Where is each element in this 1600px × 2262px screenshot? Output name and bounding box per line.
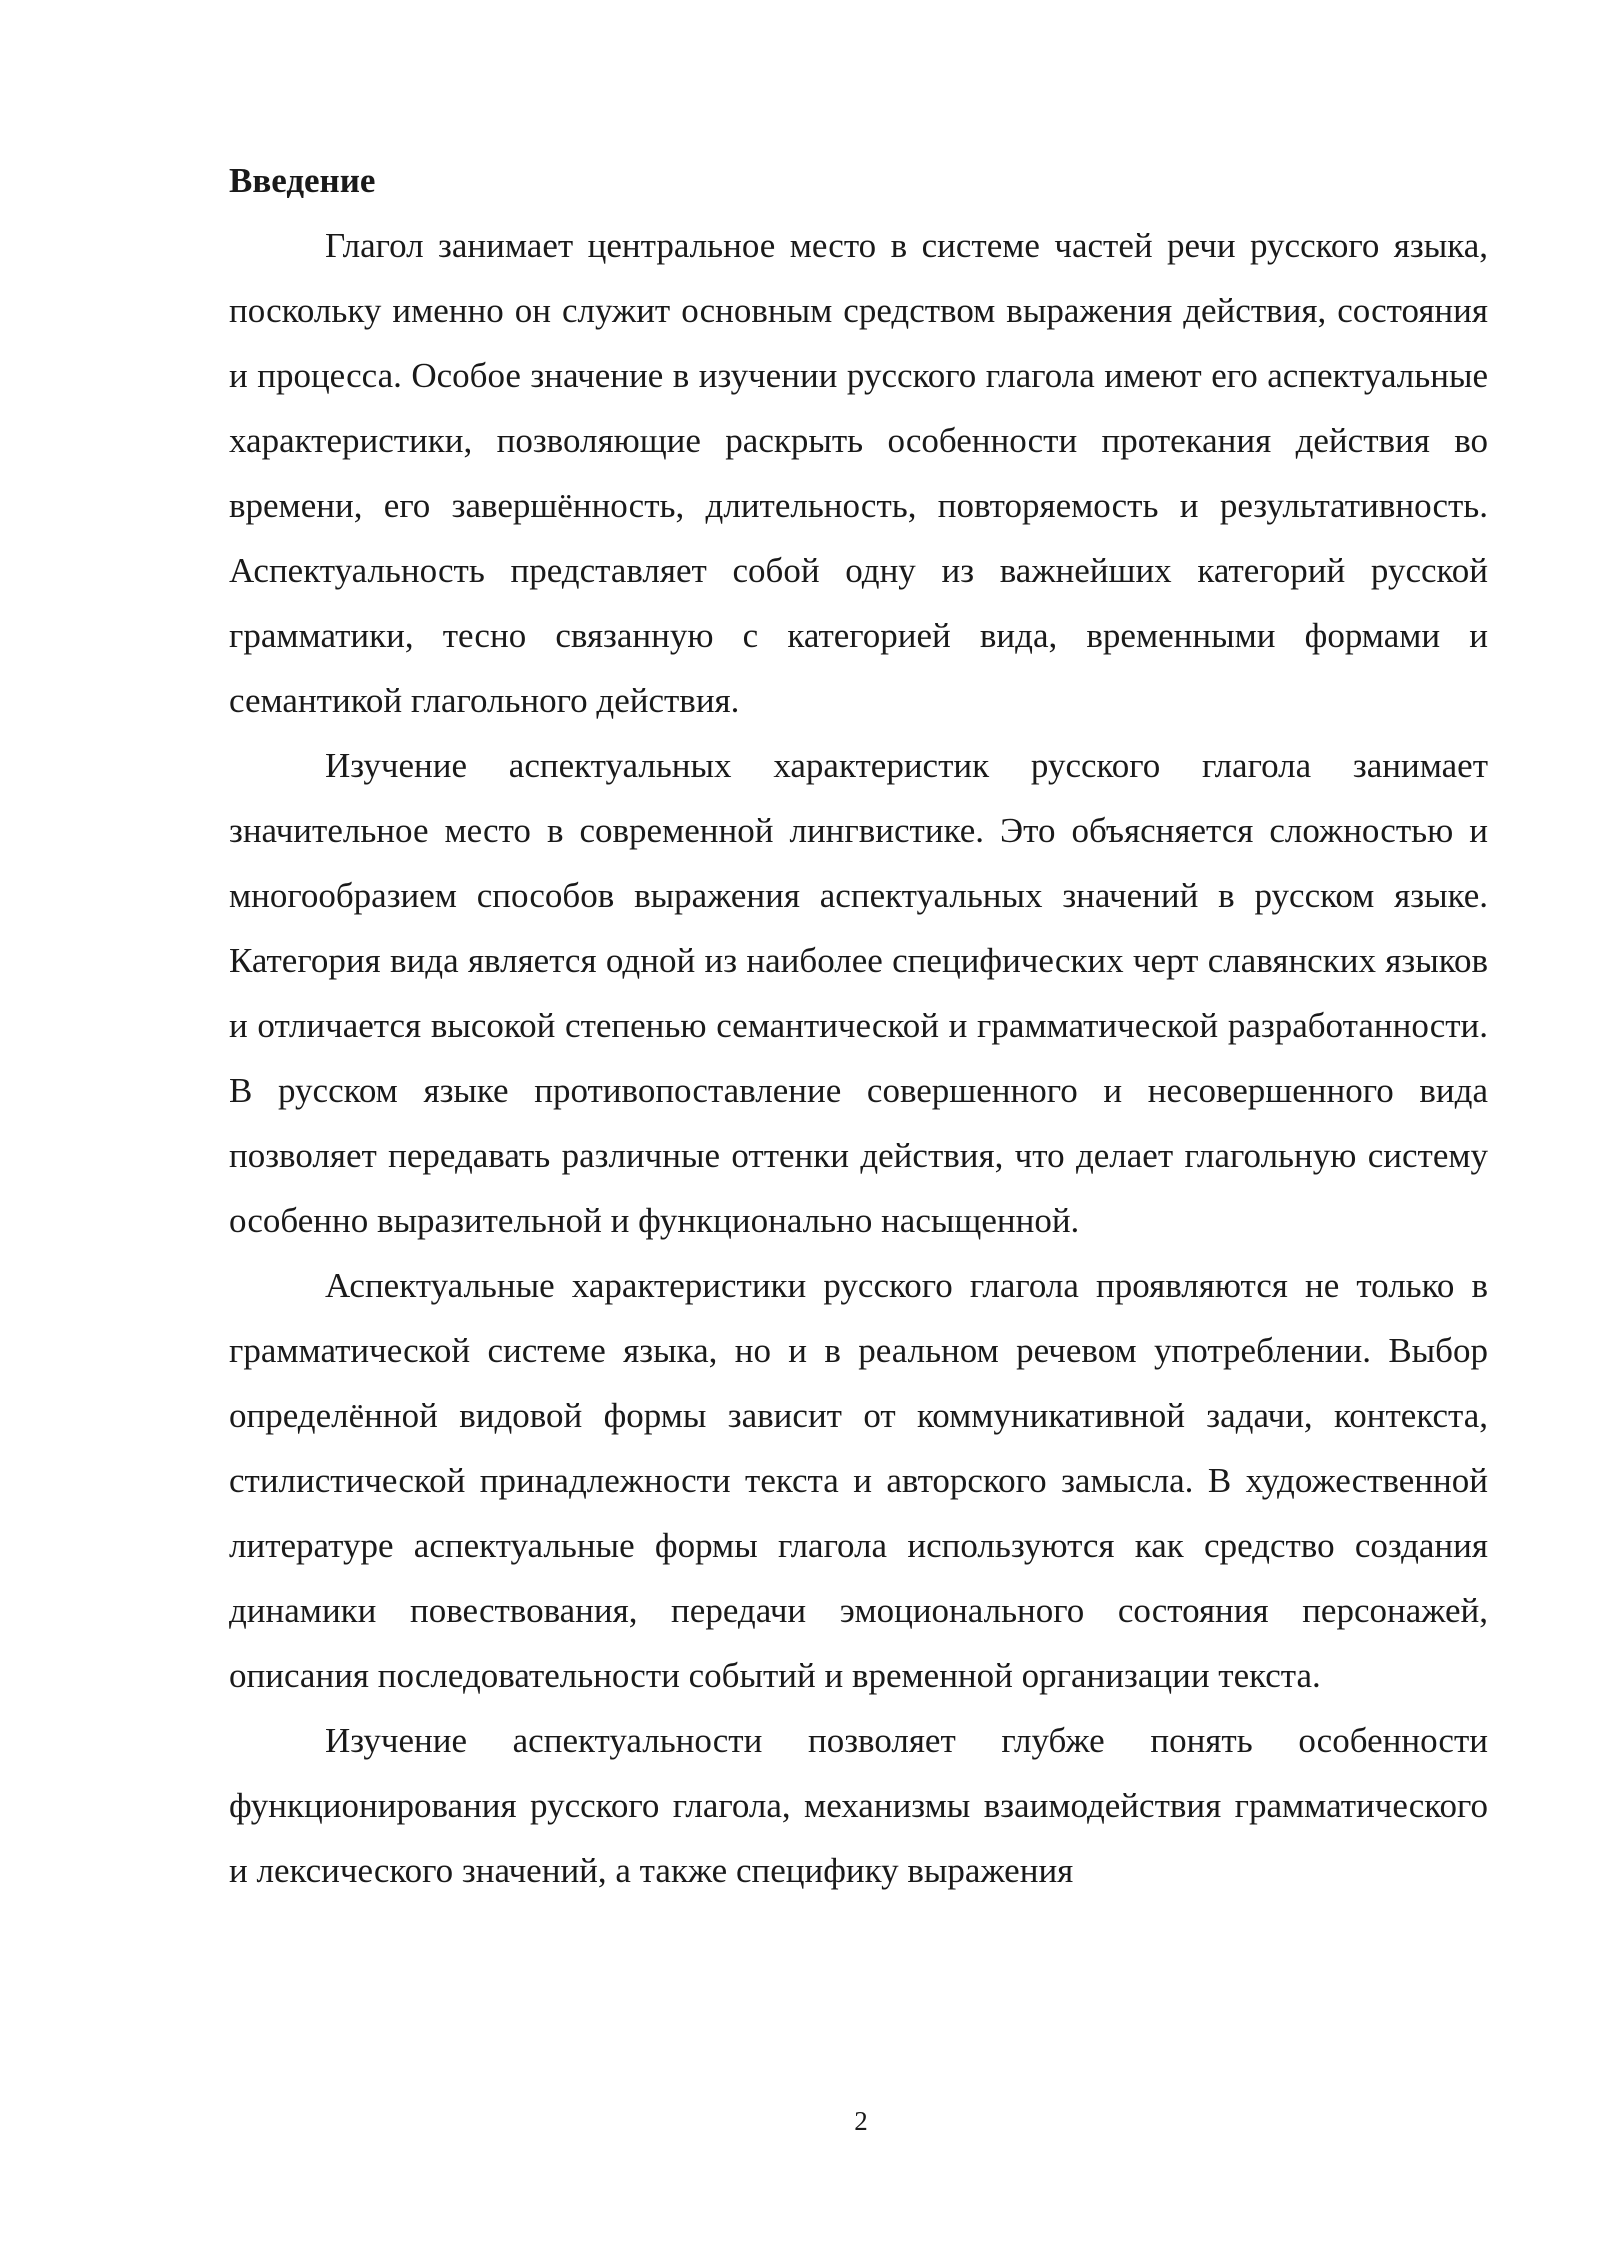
paragraph-4: Изучение аспектуальности позволяет глубже понять особенности функционирования русского глагола, механизмы взаимодействия грамматического и лексического значений, а также специфику выражения [229,1721,1488,1890]
paragraph-3: Аспектуальные характеристики русского глагола проявляются не только в грамматической системе языка, но и в реальном речевом употреблении. Выбор определённой видовой формы зависит от коммуникативной задачи, контекста, стилистической принадлежности текста и авторского замысла. В художественной литературе аспектуальные формы глагола используются как средство создания динамики повествования, передачи эмоционального состояния персонажей, описания последовательности событий и временной организации текста. [229,1266,1488,1695]
paragraph-1: Глагол занимает центральное место в системе частей речи русского языка, поскольку именно он служит основным средством выражения действия, состояния и процесса. Особое значение в изучении русского глагола имеют его аспектуальные характеристики, позволяющие раскрыть особенности протекания действия во времени, его завершённость, длительность, повторяемость и результативность. Аспектуальность представляет собой одну из важнейших категорий русской грамматики, тесно связанную с категорией вида, временными формами и семантикой глагольного действия. [229,226,1488,720]
section-heading: Введение [229,161,376,200]
page-number: 2 [854,2106,868,2136]
paragraph-2: Изучение аспектуальных характеристик русского глагола занимает значительное место в современной лингвистике. Это объясняется сложностью и многообразием способов выражения аспектуальных значений в русском языке. Категория вида является одной из наиболее специфических черт славянских языков и отличается высокой степенью семантической и грамматической разработанности. В русском языке противопоставление совершенного и несовершенного вида позволяет передавать различные оттенки действия, что делает глагольную систему особенно выразительной и функционально насыщенной. [229,746,1488,1240]
page-content [229,148,1488,1903]
